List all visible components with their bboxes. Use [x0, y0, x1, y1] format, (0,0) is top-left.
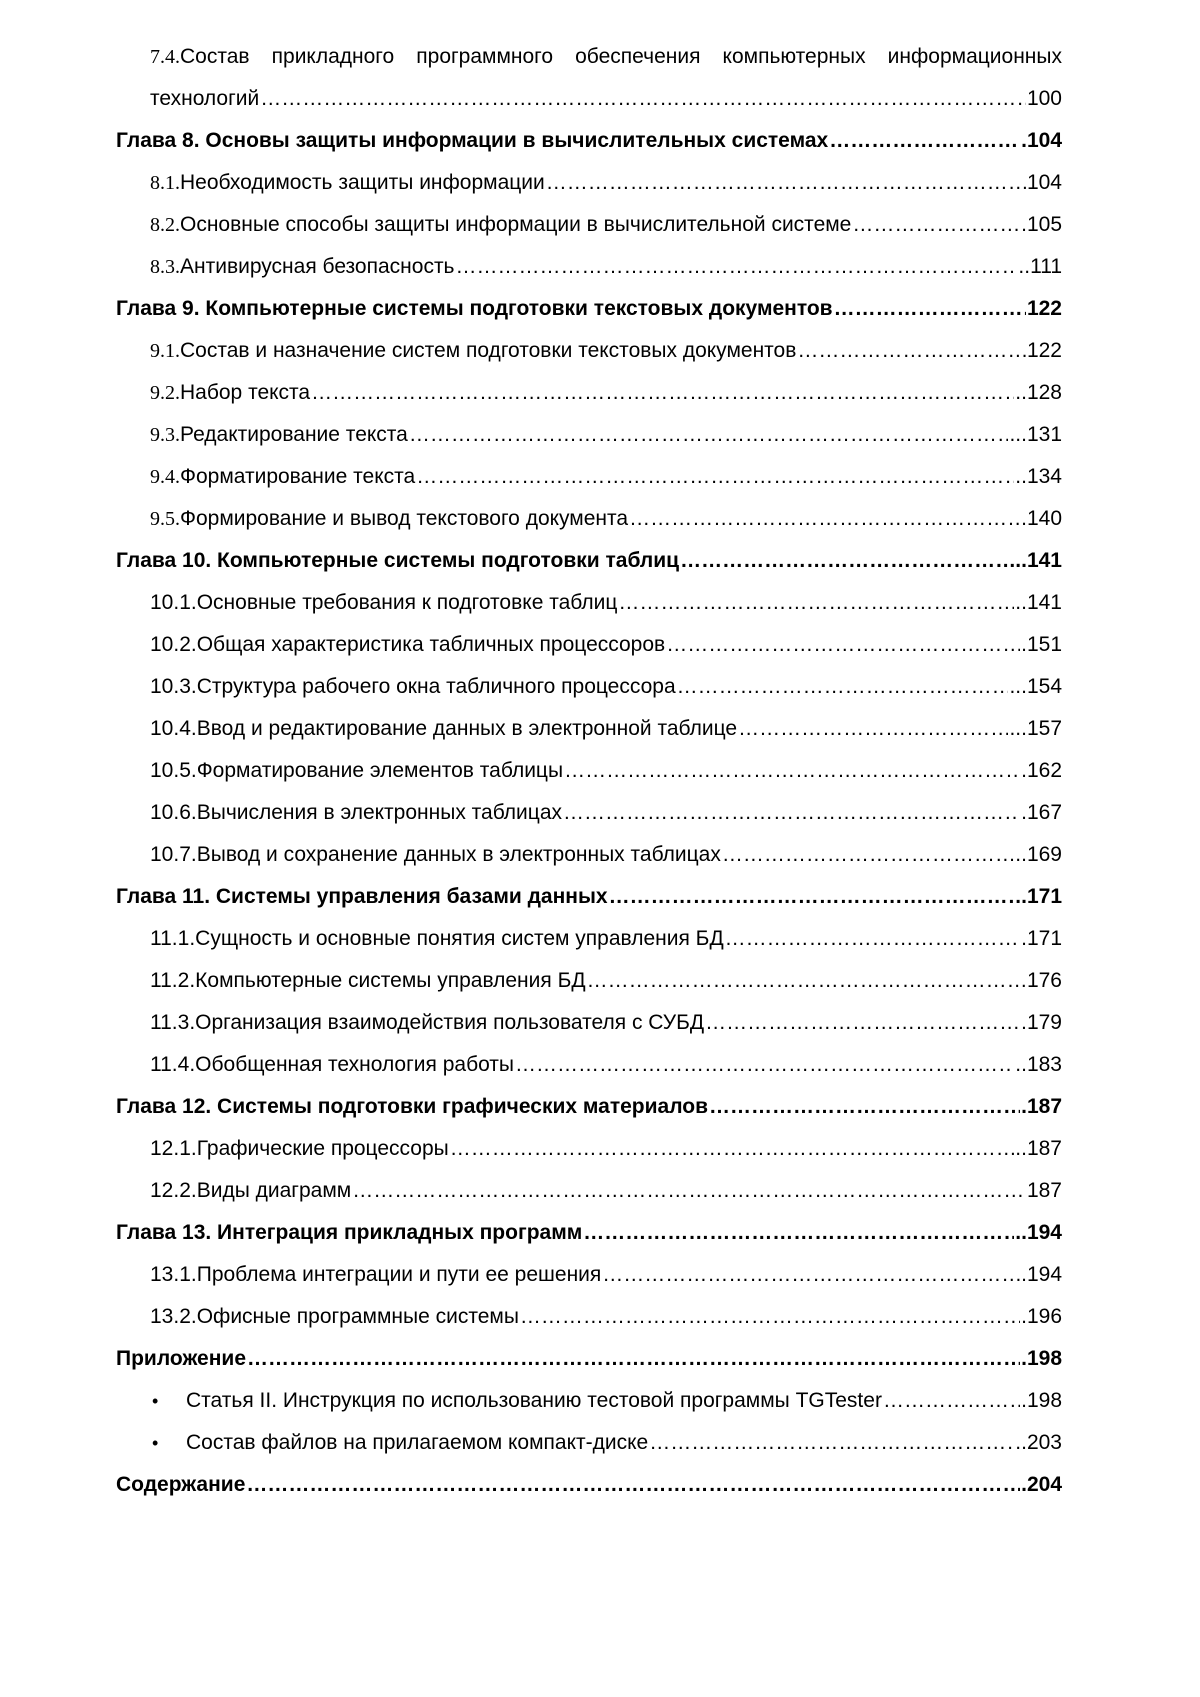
toc-page-number: ..134 — [1015, 465, 1062, 488]
toc-page-number: .204 — [1021, 1473, 1062, 1496]
toc-page-number: .171 — [1021, 885, 1062, 908]
toc-page-number: ..187 — [1015, 1137, 1062, 1160]
toc-page-number: .171 — [1021, 927, 1062, 950]
toc-section-entry — [0, 792, 1200, 834]
toc-entry-title: Форматирование элементов таблицы — [196, 759, 564, 782]
toc-page-number: .162 — [1021, 759, 1062, 782]
toc-entry-title: Обобщенная технология работы — [195, 1053, 515, 1076]
toc-entry-label — [150, 372, 310, 414]
toc-entry-number: 11.3. — [150, 1011, 196, 1034]
toc-entry-title: Ввод и редактирование данных в электронной таблице — [196, 717, 738, 740]
toc-section-entry — [0, 666, 1200, 708]
toc-section-entry — [0, 582, 1200, 624]
toc-entry-label — [150, 624, 665, 666]
toc-dot-leader — [583, 1212, 1014, 1254]
toc-dot-leader — [520, 1296, 1020, 1338]
toc-dot-leader — [677, 666, 1009, 708]
toc-section-entry — [0, 162, 1200, 204]
toc-bullet-entry — [0, 1422, 1200, 1464]
toc-entry-label — [150, 708, 737, 750]
toc-page-number: ..169 — [1015, 843, 1062, 866]
toc-entry-title: Редактирование текста — [180, 423, 408, 446]
toc-page-number: .151 — [1021, 633, 1062, 656]
toc-dot-leader — [629, 498, 1020, 540]
toc-entry-title: Виды диаграмм — [196, 1179, 352, 1202]
toc-section-entry — [0, 456, 1200, 498]
toc-page-number: .167 — [1021, 801, 1062, 824]
toc-entry-title-continued: технологий — [150, 87, 260, 110]
toc-chapter-entry — [0, 876, 1200, 918]
toc-dot-leader — [722, 834, 1014, 876]
toc-dot-leader — [709, 1086, 1020, 1128]
toc-dot-leader — [680, 540, 1014, 582]
toc-entry-number: 9.4. — [150, 466, 180, 488]
toc-section-entry — [0, 708, 1200, 750]
toc-chapter-entry — [0, 1338, 1200, 1380]
toc-entry-title: Антивирусная безопасность — [180, 255, 455, 278]
toc-page-number: ...131 — [1009, 423, 1062, 446]
toc-entry-label — [150, 666, 676, 708]
toc-entry-title: Глава 10. Компьютерные системы подготовки таблиц — [116, 549, 680, 572]
toc-page-number: .198 — [1021, 1347, 1062, 1370]
toc-entry-label — [150, 792, 562, 834]
toc-entry-title: Глава 9. Компьютерные системы подготовки текстовых документов — [116, 297, 833, 320]
toc-entries — [0, 120, 1200, 1506]
toc-dot-leader — [738, 708, 1008, 750]
toc-page-number: 122 — [1026, 339, 1062, 362]
toc-entry-number: 10.3. — [150, 675, 197, 698]
toc-dot-leader — [456, 246, 1018, 288]
toc-entry-number: 9.5. — [150, 508, 180, 530]
toc-chapter-entry — [0, 1212, 1200, 1254]
toc-entry-title: Основные требования к подготовке таблиц — [196, 591, 618, 614]
toc-entry-label — [116, 288, 833, 330]
toc-dot-leader — [246, 1464, 1020, 1506]
toc-entry-line1 — [150, 36, 1062, 78]
toc-section-entry — [0, 1254, 1200, 1296]
toc-page-number: ..141 — [1015, 549, 1062, 572]
toc-entry-label — [150, 960, 586, 1002]
toc-entry-number: 9.1. — [150, 340, 180, 362]
toc-entry-label — [116, 540, 679, 582]
toc-entry-title: Глава 11. Системы управления базами данных — [116, 885, 608, 908]
toc-dot-leader — [852, 204, 1020, 246]
toc-page-number: ..194 — [1015, 1221, 1062, 1244]
toc-page-number: 104 — [1026, 171, 1062, 194]
toc-entry-number: 10.1. — [150, 591, 197, 614]
toc-entry-label — [150, 750, 563, 792]
toc-section-entry — [0, 246, 1200, 288]
toc-entry-label — [150, 1128, 449, 1170]
toc-entry-label — [150, 918, 724, 960]
toc-entry-label — [150, 498, 628, 540]
toc-chapter-entry — [0, 120, 1200, 162]
toc-dot-leader — [311, 372, 1014, 414]
toc-entry-number: 12.1. — [150, 1137, 197, 1160]
toc-entry-title: Состав и назначение систем подготовки текстовых документов — [180, 339, 797, 362]
toc-dot-leader — [352, 1170, 1026, 1212]
toc-dot-leader — [587, 960, 1026, 1002]
toc-dot-leader — [546, 162, 1026, 204]
toc-page-number: 187 — [1026, 1179, 1062, 1202]
toc-page-number: ..203 — [1015, 1431, 1062, 1454]
toc-section-entry — [0, 330, 1200, 372]
toc-section-entry — [0, 918, 1200, 960]
toc-page-number: .140 — [1021, 507, 1062, 530]
toc-page-number: 100 — [1026, 87, 1062, 110]
toc-dot-leader — [618, 582, 1014, 624]
toc-entry-7-4 — [0, 36, 1200, 120]
toc-page-number: ..128 — [1015, 381, 1062, 404]
toc-entry-label — [116, 1338, 246, 1380]
toc-dot-leader — [515, 1044, 1014, 1086]
toc-page-number: .105 — [1021, 213, 1062, 236]
toc-dot-leader — [725, 918, 1020, 960]
toc-section-entry — [0, 414, 1200, 456]
toc-entry-title: Состав файлов на прилагаемом компакт-диске — [186, 1431, 649, 1454]
toc-entry-number: 13.1. — [150, 1263, 197, 1286]
toc-section-entry — [0, 1170, 1200, 1212]
toc-entry-label — [150, 834, 721, 876]
toc-dot-leader — [705, 1002, 1026, 1044]
toc-dot-leader — [829, 120, 1020, 162]
toc-page-number: .187 — [1021, 1095, 1062, 1118]
toc-section-entry — [0, 750, 1200, 792]
toc-dot-leader — [564, 750, 1020, 792]
toc-entry-title: Проблема интеграции и пути ее решения — [196, 1263, 602, 1286]
table-of-contents — [0, 36, 1200, 1506]
toc-page-number: .196 — [1021, 1305, 1062, 1328]
toc-section-entry — [0, 624, 1200, 666]
toc-entry-title: Глава 12. Системы подготовки графических материалов — [116, 1095, 708, 1118]
toc-dot-leader — [602, 1254, 1020, 1296]
toc-dot-leader — [416, 456, 1014, 498]
toc-page-number: ..111 — [1018, 255, 1062, 278]
toc-section-entry — [0, 498, 1200, 540]
toc-dot-leader — [247, 1338, 1020, 1380]
toc-entry-number: 8.3. — [150, 256, 180, 278]
toc-entry-number: 11.2. — [150, 969, 196, 992]
toc-section-entry — [0, 1128, 1200, 1170]
toc-chapter-entry — [0, 1086, 1200, 1128]
toc-entry-title: Набор текста — [180, 381, 311, 404]
toc-entry-label — [150, 1044, 514, 1086]
toc-entry-title: Офисные программные системы — [196, 1305, 519, 1328]
toc-entry-title: Статья II. Инструкция по использованию тестовой программы TGTester — [186, 1389, 882, 1412]
toc-chapter-entry — [0, 288, 1200, 330]
toc-entry-label — [150, 1296, 519, 1338]
toc-section-entry — [0, 1002, 1200, 1044]
toc-dot-leader — [797, 330, 1026, 372]
toc-section-entry — [0, 1044, 1200, 1086]
toc-entry-title: Форматирование текста — [180, 465, 416, 488]
toc-section-entry — [0, 1296, 1200, 1338]
toc-entry-number: 10.7. — [150, 843, 197, 866]
toc-page-number: ..183 — [1015, 1053, 1062, 1076]
toc-entry-title: Глава 13. Интеграция прикладных программ — [116, 1221, 583, 1244]
toc-entry-title: Сущность и основные понятия систем управления БД — [195, 927, 724, 950]
toc-entry-label — [150, 204, 851, 246]
toc-entry-label — [150, 456, 415, 498]
toc-entry-label — [116, 1464, 245, 1506]
toc-entry-number: 13.2. — [150, 1305, 197, 1328]
toc-entry-number: 12.2. — [150, 1179, 197, 1202]
toc-bullet-entry — [0, 1380, 1200, 1422]
toc-entry-title: Общая характеристика табличных процессоров — [196, 633, 666, 656]
toc-entry-number: 7.4. — [150, 46, 180, 68]
toc-entry-number: 10.4. — [150, 717, 197, 740]
toc-page-number: 122 — [1026, 297, 1062, 320]
toc-dot-leader — [666, 624, 1020, 666]
toc-entry-number: 8.2. — [150, 214, 180, 236]
toc-entry-label — [116, 1212, 582, 1254]
toc-dot-leader — [883, 1380, 1020, 1422]
toc-entry-label — [150, 1002, 704, 1044]
toc-dot-leader — [450, 1128, 1015, 1170]
toc-dot-leader — [834, 288, 1026, 330]
toc-entry-label — [150, 1170, 351, 1212]
toc-page-number: ...157 — [1009, 717, 1062, 740]
toc-entry-number: 8.1. — [150, 172, 180, 194]
toc-entry-label — [150, 246, 455, 288]
toc-entry-title: Графические процессоры — [196, 1137, 449, 1160]
toc-entry-label — [116, 876, 608, 918]
toc-entry-title: Основные способы защиты информации в вычислительной системе — [180, 213, 852, 236]
toc-entry-title: Глава 8. Основы защиты информации в вычислительных системах — [116, 129, 829, 152]
toc-page-number: .198 — [1021, 1389, 1062, 1412]
toc-entry-label — [116, 1086, 708, 1128]
toc-entry-title: Вывод и сохранение данных в электронных таблицах — [196, 843, 721, 866]
toc-page-number: .194 — [1021, 1263, 1062, 1286]
bullet-icon: • — [152, 1391, 159, 1411]
toc-entry-title: Содержание — [116, 1473, 246, 1496]
toc-entry-title: Приложение — [116, 1347, 247, 1370]
toc-entry-number: 10.6. — [150, 801, 197, 824]
toc-entry-title: Компьютерные системы управления БД — [195, 969, 586, 992]
toc-entry-label — [150, 582, 617, 624]
toc-section-entry — [0, 372, 1200, 414]
toc-chapter-entry — [0, 540, 1200, 582]
toc-section-entry — [0, 204, 1200, 246]
toc-dot-leader — [409, 414, 1009, 456]
toc-entry-number: 10.5. — [150, 759, 197, 782]
toc-entry-title: Формирование и вывод текстового документа — [180, 507, 629, 530]
bullet-icon: • — [152, 1433, 159, 1453]
toc-entry-title: Структура рабочего окна табличного процессора — [196, 675, 676, 698]
toc-page-number: ...154 — [1009, 675, 1062, 698]
toc-entry-number: 9.3. — [150, 424, 180, 446]
toc-section-entry — [0, 960, 1200, 1002]
toc-dot-leader — [649, 1422, 1014, 1464]
toc-dot-leader — [260, 78, 1026, 120]
toc-entry-label — [150, 162, 545, 204]
toc-entry-title: Необходимость защиты информации — [180, 171, 545, 194]
toc-entry-title: Вычисления в электронных таблицах — [196, 801, 562, 824]
toc-entry-label — [150, 414, 408, 456]
toc-dot-leader — [563, 792, 1020, 834]
toc-entry-label — [186, 1422, 648, 1464]
toc-entry-number: 11.1. — [150, 927, 196, 950]
toc-entry-label — [186, 1380, 882, 1422]
toc-entry-label — [150, 1254, 601, 1296]
toc-page-number: 176 — [1026, 969, 1062, 992]
toc-entry-number: 9.2. — [150, 382, 180, 404]
toc-entry-number: 11.4. — [150, 1053, 196, 1076]
toc-chapter-entry — [0, 1464, 1200, 1506]
toc-entry-title: Состав прикладного программного обеспечения компьютерных информационных — [180, 45, 1062, 68]
toc-page-number: ..141 — [1015, 591, 1062, 614]
toc-entry-line2 — [150, 78, 1062, 120]
toc-page-number: .104 — [1021, 129, 1062, 152]
toc-entry-title: Организация взаимодействия пользователя с СУБД — [195, 1011, 705, 1034]
toc-entry-label — [116, 120, 828, 162]
toc-entry-label — [150, 330, 796, 372]
toc-dot-leader — [609, 876, 1021, 918]
toc-section-entry — [0, 834, 1200, 876]
toc-page-number: 179 — [1026, 1011, 1062, 1034]
toc-entry-number: 10.2. — [150, 633, 197, 656]
